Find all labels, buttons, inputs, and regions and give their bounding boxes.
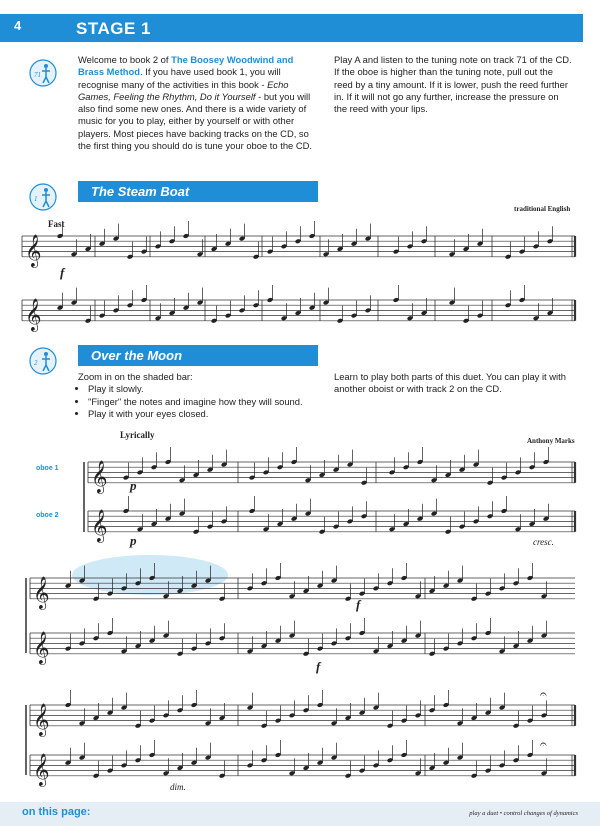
section-title: The Steam Boat (91, 184, 190, 199)
instruction-item: • Play it with your eyes closed. (88, 408, 328, 420)
intro-paragraph: Welcome to book 2 of The Boosey Woodwind and Brass Method. If you have used book 1, you will recognise many of the activities in this book - Echo Games, Feeling the Rhythm, Do it Yourself - but you will also find some new ones. And there is a wide variety of music for you to play, either by yourself or with other players. Most pieces have backing tracks on the CD, so the first thing you should do is tune your oboe to the CD. (78, 54, 312, 152)
treble-clef-icon: 𝄞 (33, 702, 50, 736)
composer-credit: Anthony Marks (527, 437, 575, 445)
part-label-oboe-1: oboe 1 (36, 465, 59, 472)
dynamic-marking: p (130, 478, 137, 493)
dynamic-marking: f (316, 659, 321, 674)
dynamic-marking: f (356, 597, 361, 612)
shaded-bar-highlight (72, 555, 228, 595)
composer-credit: traditional English (514, 205, 571, 213)
treble-clef-icon: 𝄞 (91, 459, 108, 493)
instruction-item: • Play it slowly. (88, 383, 328, 395)
book-title: The Boosey Woodwind and Brass Method (78, 54, 294, 78)
tempo-marking: Fast (48, 219, 65, 229)
footer-note: play a duet • control changes of dynamics (469, 810, 578, 817)
track-number: 1 (34, 195, 38, 203)
part-label-oboe-2: oboe 2 (36, 512, 59, 519)
section-title: Over the Moon (91, 348, 183, 363)
stage-title: STAGE 1 (76, 19, 151, 38)
instructions-title: Zoom in on the shaded bar: (78, 371, 193, 382)
treble-clef-icon: 𝄞 (33, 575, 50, 609)
footer-label: on this page: (22, 806, 91, 818)
treble-clef-icon: 𝄞 (25, 297, 42, 331)
page-number: 4 (14, 18, 22, 33)
instruction-item: • "Finger" the notes and imagine how they will sound. (88, 396, 328, 408)
tempo-marking: Lyrically (120, 430, 155, 440)
track-number: 71 (34, 71, 41, 79)
treble-clef-icon: 𝄞 (33, 630, 50, 664)
fermata-icon: 𝄐 (540, 687, 547, 701)
treble-clef-icon: 𝄞 (33, 752, 50, 786)
tuning-paragraph: Play A and listen to the tuning note on track 71 of the CD. If the oboe is higher than the tuning note, pull out the reed by a tiny amount. If it is lower, push the reed further in. If it will not go any further, increase the pressure on the reed with your lips. (334, 54, 572, 115)
cresc-marking: cresc. (533, 537, 554, 547)
dynamic-marking: f (60, 265, 65, 280)
duet-instructions: Learn to play both parts of this duet. You can play it with another oboist or with track 2 on the CD. (334, 371, 566, 395)
treble-clef-icon: 𝄞 (25, 233, 42, 267)
treble-clef-icon: 𝄞 (91, 508, 108, 542)
track-number: 2 (34, 359, 38, 367)
dynamic-marking: p (130, 533, 137, 548)
fermata-icon: 𝄐 (540, 737, 547, 751)
dim-marking: dim. (170, 782, 186, 792)
